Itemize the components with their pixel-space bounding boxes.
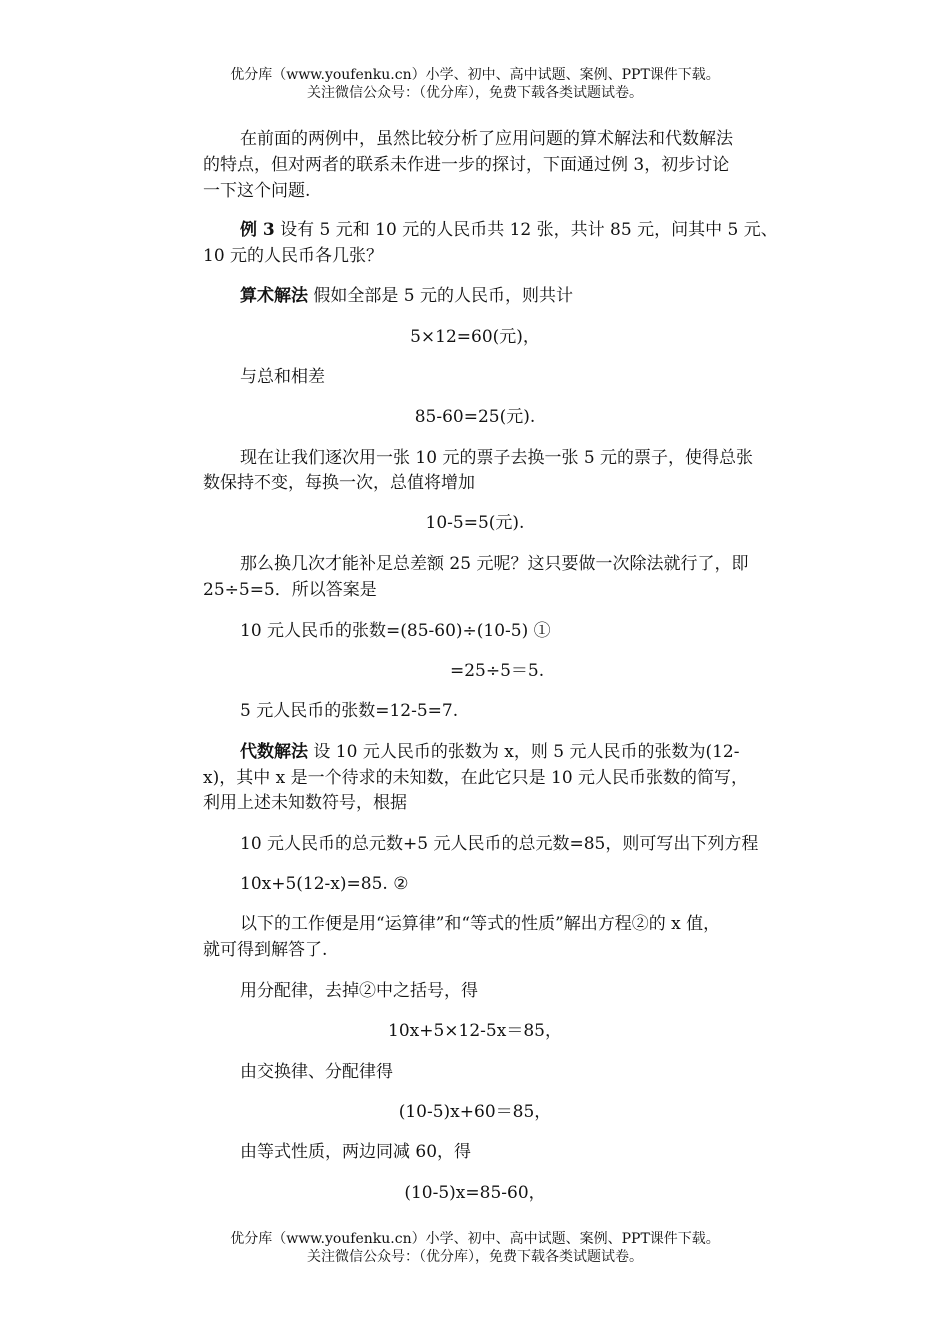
alg-next-1: 以下的工作便是用“运算律”和“等式的性质”解出方程②的 x 值， (240, 914, 721, 934)
alg-step-2: 由交换律、分配律得 (240, 1062, 393, 1082)
arith-text: 假如全部是 5 元的人民币，则共计 (308, 286, 574, 306)
alg-line-1 (240, 741, 739, 763)
alg-eq-4: 10x+5×12-5x＝85， (388, 1021, 562, 1041)
header-line-1: 优分库（www.youfenku.cn）小学、初中、高中试题、案例、PPT课件下载。 (230, 67, 720, 83)
alg-line-4: 10 元人民币的总元数+5 元人民币的总元数=85，则可写出下列方程 (240, 834, 759, 854)
example-text: 设有 5 元和 10 元的人民币共 12 张，共计 85 元，问其中 5 元、 (274, 220, 778, 240)
alg-next-2: 就可得到解答了. (203, 940, 328, 960)
alg-label: 代数解法 (240, 742, 308, 762)
page-footer (0, 1230, 950, 1266)
arith-label: 算术解法 (240, 286, 308, 306)
alg-line-2: x)，其中 x 是一个待求的未知数，在此它只是 10 元人民币张数的简写， (203, 768, 749, 788)
intro-line-3: 一下这个问题. (203, 181, 311, 201)
footer-line-1: 优分库（www.youfenku.cn）小学、初中、高中试题、案例、PPT课件下载。 (230, 1231, 720, 1247)
alg-equation: 10x+5(12-x)=85. ② (240, 874, 409, 894)
alg-line-3: 利用上述未知数符号，根据 (203, 793, 407, 813)
page-header (0, 66, 950, 102)
header-line-2: 关注微信公众号：（优分库），免费下载各类试题试卷。 (307, 85, 643, 101)
footer-line-2: 关注微信公众号：（优分库），免费下载各类试题试卷。 (307, 1249, 643, 1265)
arith-intro (240, 285, 573, 307)
alg-text: 设 10 元人民币的张数为 x，则 5 元人民币的张数为(12- (308, 742, 740, 762)
intro-line-1: 在前面的两例中，虽然比较分析了应用问题的算术解法和代数解法 (240, 129, 733, 149)
alg-step-3: 由等式性质，两边同减 60，得 (240, 1142, 472, 1162)
arith-div-2: 25÷5=5．所以答案是 (203, 580, 377, 600)
example-label: 例 3 (240, 220, 275, 240)
arith-diff-text: 与总和相差 (240, 367, 325, 387)
alg-eq-6: (10-5)x=85-60， (404, 1183, 546, 1203)
arith-eq-3: 10-5=5(元). (425, 513, 525, 533)
alg-eq-5: (10-5)x+60＝85， (398, 1102, 552, 1122)
alg-step-1: 用分配律，去掉②中之括号，得 (240, 981, 478, 1001)
arith-eq-1: 5×12=60(元)， (410, 327, 540, 347)
arith-ans-3: 5 元人民币的张数=12-5=7. (240, 701, 459, 721)
intro-line-2: 的特点，但对两者的联系未作进一步的探讨，下面通过例 3，初步讨论 (203, 155, 730, 175)
arith-swap-1: 现在让我们逐次用一张 10 元的票子去换一张 5 元的票子，使得总张 (240, 448, 754, 468)
arith-eq-2: 85-60=25(元). (414, 407, 536, 427)
example-line-2: 10 元的人民币各几张？ (203, 246, 384, 266)
arith-div-1: 那么换几次才能补足总差额 25 元呢？这只要做一次除法就行了，即 (240, 554, 749, 574)
example-line-1 (240, 219, 778, 241)
arith-ans-2: =25÷5＝5. (450, 661, 545, 681)
arith-ans-1: 10 元人民币的张数=(85-60)÷(10-5) ① (240, 621, 551, 641)
arith-swap-2: 数保持不变，每换一次，总值将增加 (203, 473, 475, 493)
